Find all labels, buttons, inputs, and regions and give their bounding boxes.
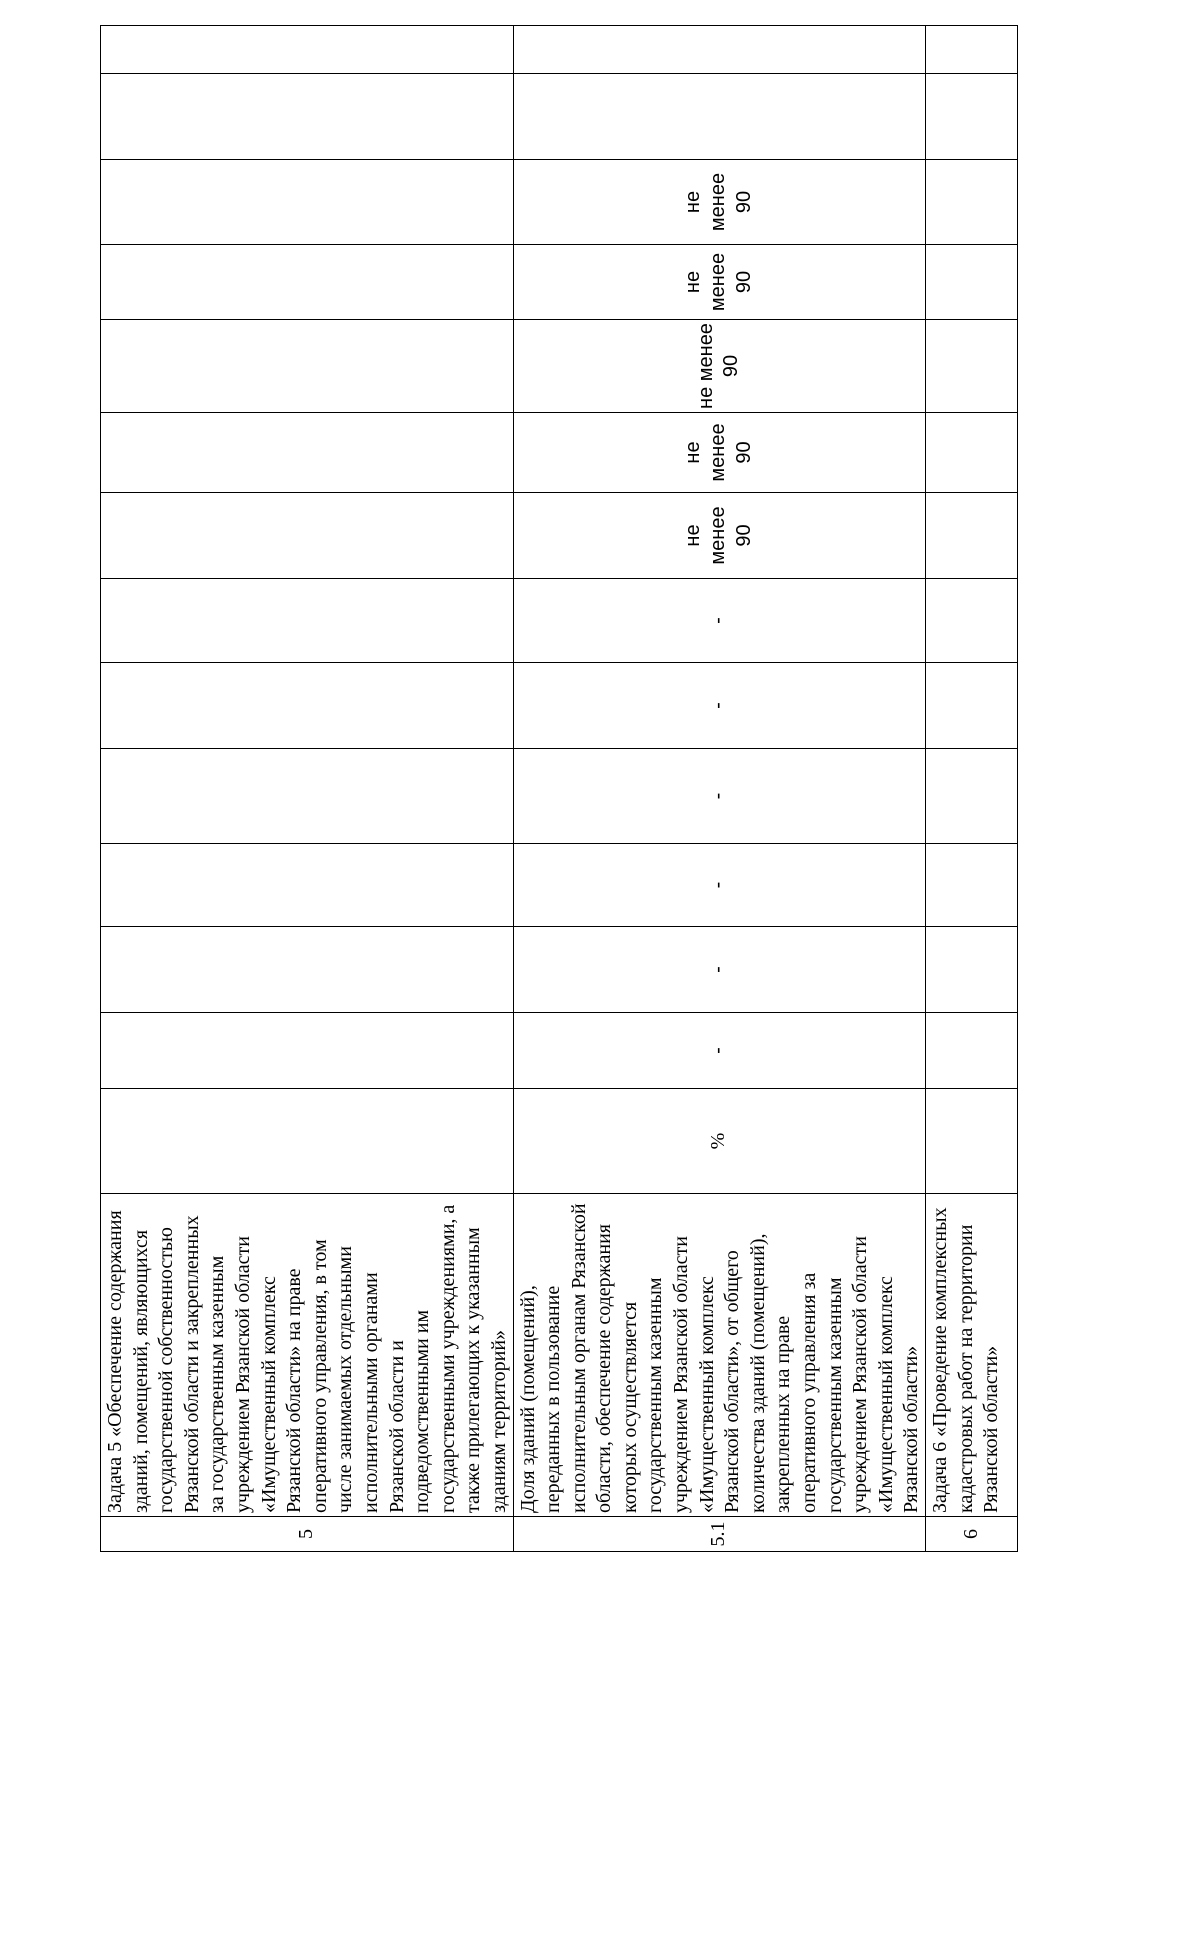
row-name: Задача 5 «Обеспечение содержания зданий, помещений, являющихся государственной собственностью Рязанской области и закрепленных за государственным казенным учреждением Рязанской области «Имущественный комплекс Рязанской области» на праве оперативного управления, в том числе занимаемых отдельными исполнительными органами Рязанской области и подведомственными им государственными учреждениями, а также прилегающих к указанным зданиям территорий» (101, 1194, 514, 1517)
value-cell (926, 579, 1018, 663)
value-cell (101, 493, 514, 579)
value-cell (101, 1013, 514, 1089)
table-row (513, 26, 926, 1552)
value-cell: - (513, 663, 926, 749)
value-cell (513, 26, 926, 74)
unit-cell: % (513, 1089, 926, 1194)
row-number: 5 (101, 1517, 514, 1552)
value-cell (101, 663, 514, 749)
value-cell (101, 26, 514, 74)
value-cell (926, 493, 1018, 579)
row-name: Доля зданий (помещений), переданных в пользование исполнительным органам Рязанской области, обеспечение содержания которых осуществляется государственным казенным учреждением Рязанской области «Имущественный комплекс Рязанской области», от общего количества зданий (помещений), закрепленных на праве оперативного управления за государственным казенным учреждением Рязанской области «Имущественный комплекс Рязанской области» (513, 1194, 926, 1517)
unit-cell (101, 1089, 514, 1194)
value-cell: не менее 90 (513, 245, 926, 320)
value-cell (101, 160, 514, 245)
row-name: Задача 6 «Проведение комплексных кадастровых работ на территории Рязанской области» (926, 1194, 1018, 1517)
value-cell (101, 320, 514, 413)
value-cell: не менее 90 (513, 493, 926, 579)
value-cell: - (513, 1013, 926, 1089)
value-cell: - (513, 927, 926, 1013)
value-cell (926, 26, 1018, 74)
value-cell (101, 844, 514, 927)
value-cell: не менее 90 (513, 413, 926, 493)
value-cell (101, 245, 514, 320)
row-number: 5.1 (513, 1517, 926, 1552)
value-cell (513, 74, 926, 160)
value-cell (101, 74, 514, 160)
value-cell (101, 413, 514, 493)
table-row (926, 26, 1018, 1552)
row-number: 6 (926, 1517, 1018, 1552)
unit-cell (926, 1089, 1018, 1194)
value-cell (926, 320, 1018, 413)
value-cell (101, 749, 514, 844)
value-cell (101, 927, 514, 1013)
value-cell: не менее 90 (513, 320, 926, 413)
value-cell (926, 1013, 1018, 1089)
value-cell (926, 245, 1018, 320)
value-cell (926, 413, 1018, 493)
indicator-table (100, 25, 1018, 1552)
value-cell (926, 844, 1018, 927)
value-cell (926, 749, 1018, 844)
value-cell: - (513, 749, 926, 844)
value-cell (926, 74, 1018, 160)
value-cell (926, 927, 1018, 1013)
value-cell (101, 579, 514, 663)
value-cell (926, 160, 1018, 245)
value-cell: не менее 90 (513, 160, 926, 245)
value-cell: - (513, 844, 926, 927)
value-cell: - (513, 579, 926, 663)
value-cell (926, 663, 1018, 749)
table-row (101, 26, 514, 1552)
